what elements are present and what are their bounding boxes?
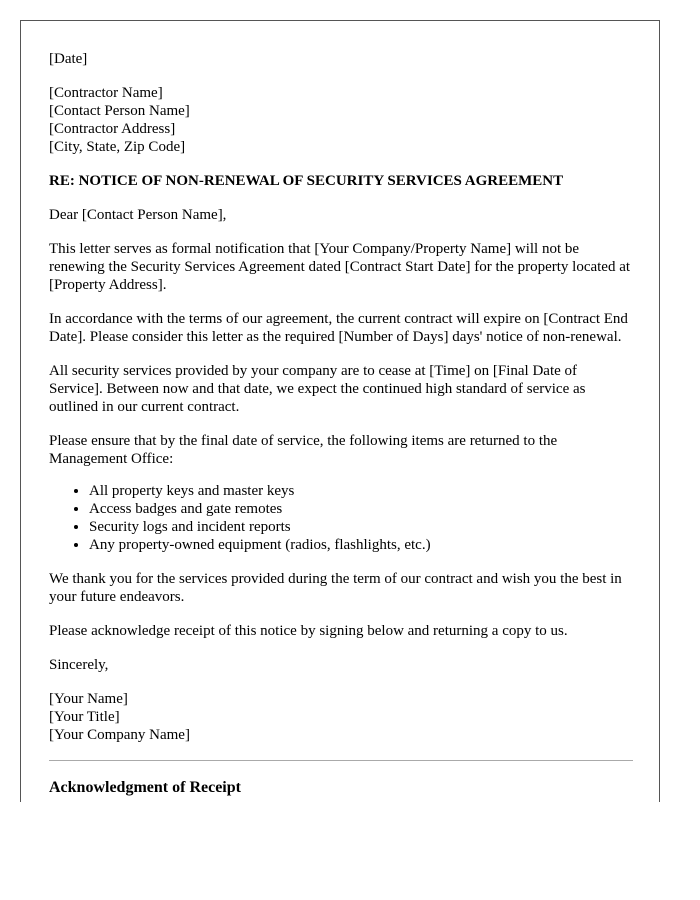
- paragraph-acknowledge-request: Please acknowledge receipt of this notice by signing below and returning a copy to us.: [49, 623, 568, 639]
- paragraph-return-items-intro: Please ensure that by the final date of service, the following items are returned to the Management Office:: [49, 433, 558, 467]
- recipient-address-block: [49, 84, 633, 156]
- list-item: • Security logs and incident reports: [89, 518, 633, 536]
- salutation: Dear [Contact Person Name],: [49, 207, 227, 223]
- closing: Sincerely,: [49, 657, 109, 673]
- contact-person-name: [Contact Person Name]: [49, 103, 190, 119]
- list-item: • Access badges and gate remotes: [89, 500, 633, 518]
- paragraph-notification: This letter serves as formal notification that [Your Company/Property Name] will not be renewing the Security Services Agreement dated [Contract Start Date] for the property located at [Property Address].: [49, 241, 631, 293]
- acknowledgment-heading: Acknowledgment of Receipt: [49, 779, 241, 796]
- signer-title: [Your Title]: [49, 709, 120, 725]
- section-divider: [49, 760, 633, 761]
- return-items-list: [49, 482, 633, 554]
- signature-block: [49, 690, 633, 744]
- paragraph-thanks: We thank you for the services provided during the term of our contract and wish you the best in your future endeavors.: [49, 571, 622, 605]
- letter-content: [49, 50, 633, 797]
- signer-company: [Your Company Name]: [49, 727, 190, 743]
- letter-date: [Date]: [49, 51, 88, 67]
- list-item: • All property keys and master keys: [89, 482, 633, 500]
- contractor-address: [Contractor Address]: [49, 121, 176, 137]
- date-line: [49, 50, 633, 68]
- signer-name: [Your Name]: [49, 691, 128, 707]
- city-state-zip: [City, State, Zip Code]: [49, 139, 186, 155]
- paragraph-expiration: In accordance with the terms of our agreement, the current contract will expire on [Contract End Date]. Please consider this letter as the required [Number of Days] days' notice of non-renewal.: [49, 311, 628, 345]
- contractor-name: [Contractor Name]: [49, 85, 163, 101]
- subject-line: RE: NOTICE OF NON-RENEWAL OF SECURITY SERVICES AGREEMENT: [49, 173, 564, 189]
- list-item: • Any property-owned equipment (radios, flashlights, etc.): [89, 536, 633, 554]
- paragraph-cessation: All security services provided by your company are to cease at [Time] on [Final Date of Service]. Between now and that date, we expect the continued high standard of service as outlined in our current contract.: [49, 363, 586, 415]
- letter-page: [20, 20, 660, 802]
